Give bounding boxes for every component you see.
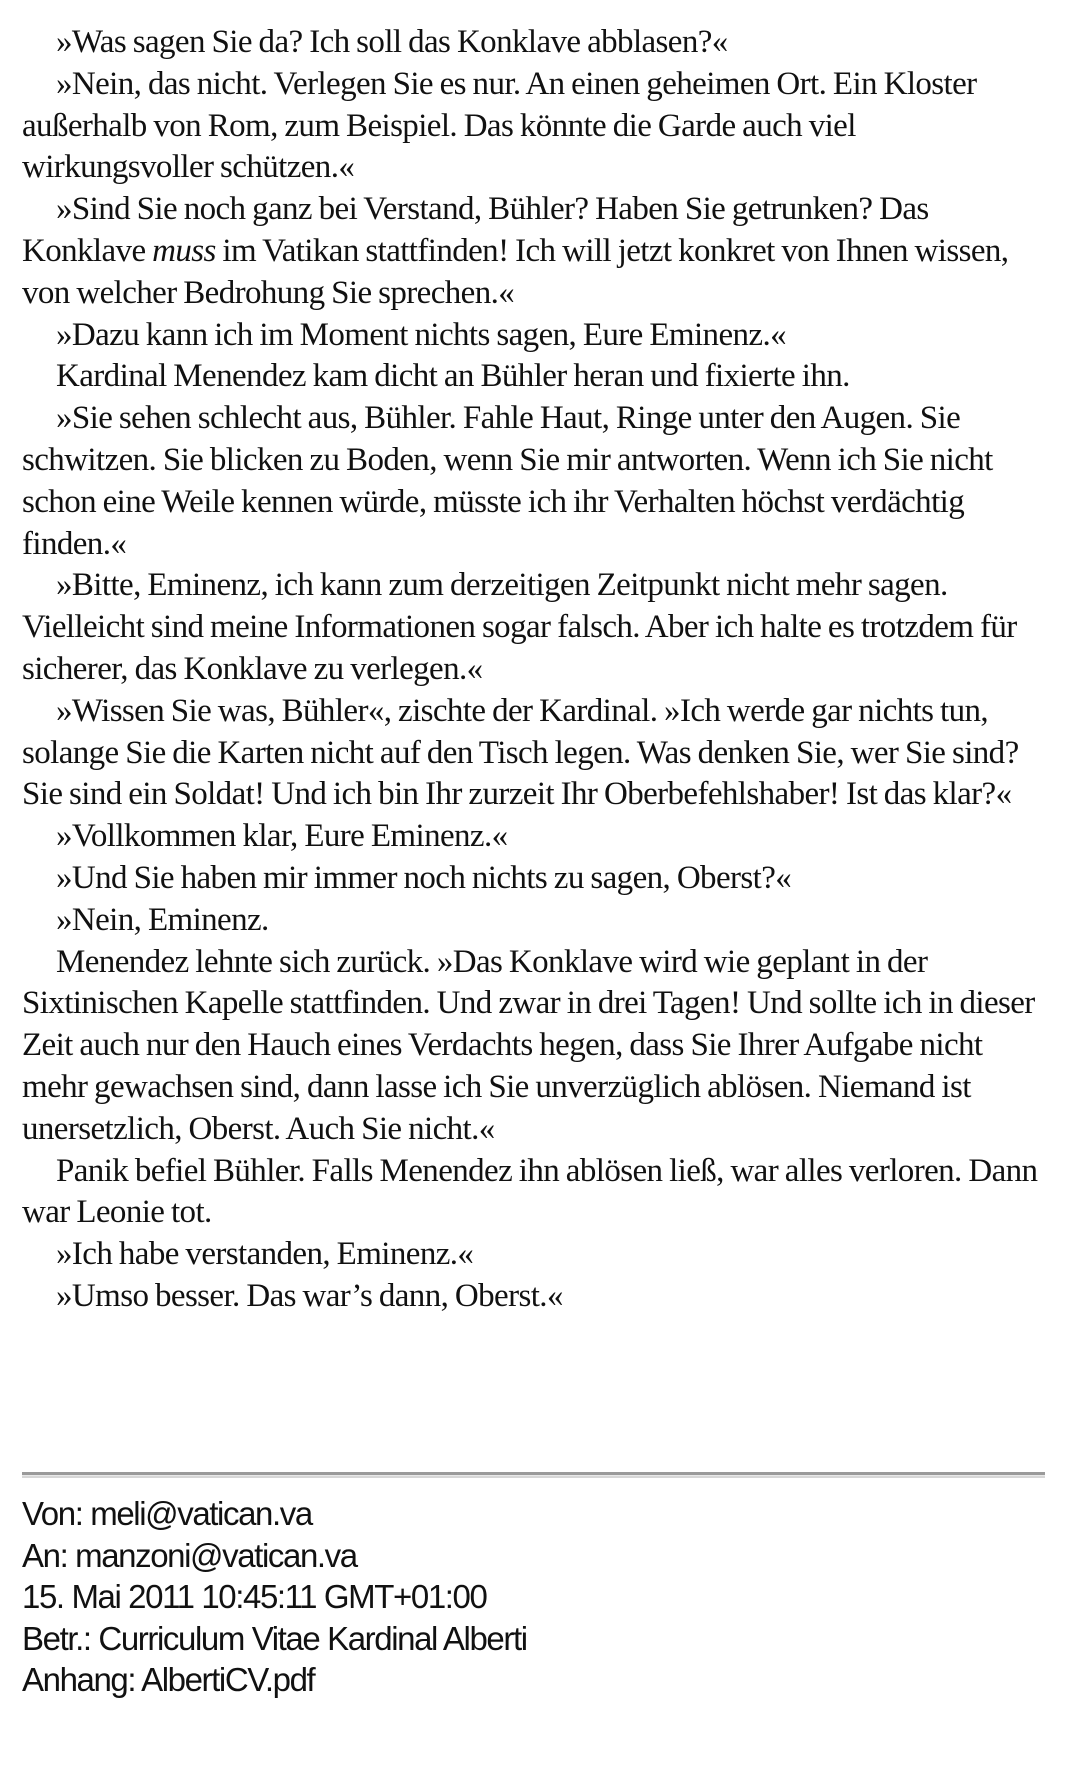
paragraph: »Umso besser. Das war’s dann, Oberst.« [56, 1277, 563, 1314]
horizontal-divider [22, 1472, 1045, 1478]
paragraph-text: im Vatikan stattfinden! Ich will jetzt konkret von Ihnen wissen, von welcher Bedrohung Sie sprechen.« [22, 232, 1009, 311]
email-attachment: Anhang: AlbertiCV.pdf [22, 1661, 315, 1698]
email-date: 15. Mai 2011 10:45:11 GMT+01:00 [22, 1578, 487, 1615]
paragraph: »Ich habe verstanden, Eminenz.« [56, 1236, 474, 1273]
email-subject: Betr.: Curriculum Vitae Kardinal Alberti [22, 1619, 527, 1657]
paragraph: Panik befiel Bühler. Falls Menendez ihn ablösen ließ, war alles verloren. Dann war Leonie tot. [22, 1152, 1038, 1231]
paragraph: »Nein, das nicht. Verlegen Sie es nur. An einen geheimen Ort. Ein Kloster außerhalb von Rom, zum Beispiel. Das könnte die Garde auch viel wirkungsvoller schützen.« [22, 65, 977, 186]
paragraph: »Und Sie haben mir immer noch nichts zu sagen, Oberst?« [56, 859, 792, 896]
paragraph: Menendez lehnte sich zurück. »Das Konklave wird wie geplant in der Sixtinischen Kapelle stattfinden. Und zwar in drei Tagen! Und sollte ich in dieser Zeit auch nur den Hauch eines Verdachts hegen, dass Sie Ihrer Aufgabe nicht mehr gewachsen sind, dann lasse ich Sie unverzüglich ablösen. Niemand ist unersetzlich, Oberst. Auch Sie nicht.« [22, 943, 1035, 1147]
paragraph-text: »Sind Sie noch ganz bei Verstand, Bühler? Haben Sie getrunken? Das Konklave [22, 191, 929, 269]
paragraph: »Dazu kann ich im Moment nichts sagen, Eure Eminenz.« [56, 316, 786, 353]
paragraph [22, 189, 1045, 314]
paragraph: »Sie sehen schlecht aus, Bühler. Fahle Haut, Ringe unter den Augen. Sie schwitzen. Sie blicken zu Boden, wenn Sie mir antworten. Wenn ich Sie nicht schon eine Weile kennen würde, müsste ich ihr Verhalten höchst verdächtig finden.« [22, 400, 993, 562]
emphasized-word: muss [152, 232, 216, 269]
novel-text [22, 22, 1045, 1318]
paragraph: »Bitte, Eminenz, ich kann zum derzeitigen Zeitpunkt nicht mehr sagen. Vielleicht sind meine Informationen sogar falsch. Aber ich halte es trotzdem für sicherer, das Konklave zu verlegen.« [22, 567, 1017, 687]
email-from: Von: meli@vatican.va [22, 1495, 312, 1532]
paragraph: »Was sagen Sie da? Ich soll das Konklave abblasen?« [56, 24, 728, 60]
paragraph: »Vollkommen klar, Eure Eminenz.« [56, 818, 508, 855]
email-header [22, 1493, 527, 1701]
paragraph: Kardinal Menendez kam dicht an Bühler heran und fixierte ihn. [56, 358, 850, 395]
book-page [22, 22, 1045, 1318]
paragraph: »Wissen Sie was, Bühler«, zischte der Kardinal. »Ich werde gar nichts tun, solange Sie die Karten nicht auf den Tisch legen. Was denken Sie, wer Sie sind? Sie sind ein Soldat! Und ich bin Ihr zurzeit Ihr Oberbefehlshaber! Ist das klar?« [22, 692, 1019, 813]
paragraph: »Nein, Eminenz. [56, 901, 269, 938]
email-to: An: manzoni@vatican.va [22, 1536, 357, 1574]
